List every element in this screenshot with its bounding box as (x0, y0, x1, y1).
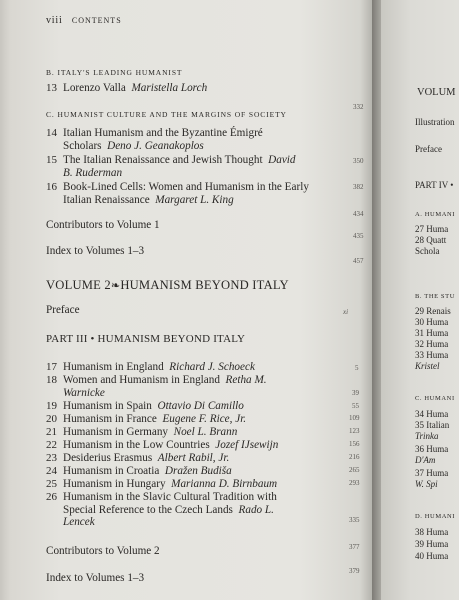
page-number: 265 (349, 466, 360, 474)
header-title: CONTENTS (71, 16, 122, 25)
part3-title: PART III • HUMANISM BEYOND ITALY (46, 333, 246, 345)
toc-entry-15: 15 The Italian Renaissance and Jewish Thought David B. Ruderman (46, 154, 296, 179)
toc-entry-19: 19 Humanism in Spain Ottavio Di Camillo (46, 400, 244, 412)
next-volume-title: VOLUM (417, 87, 456, 98)
section-heading-b: B. ITALY'S LEADING HUMANIST (46, 68, 183, 77)
next-line: 27 Huma (415, 224, 449, 234)
next-line: 35 Italian (415, 420, 450, 430)
next-line: 31 Huma (415, 328, 449, 338)
page-number: 332 (353, 103, 364, 111)
next-line: 30 Huma (415, 317, 449, 327)
next-line: 33 Huma (415, 350, 449, 360)
next-line: W. Spi (415, 479, 438, 489)
volume2-preface: Preface (46, 304, 80, 316)
next-line: 29 Renais (415, 306, 451, 316)
page-number: 55 (352, 402, 359, 410)
next-part: PART IV • (415, 180, 454, 190)
toc-entry-24: 24 Humanism in Croatia Dražen Budiša (46, 465, 232, 477)
page-number: 434 (353, 210, 364, 218)
next-line: 39 Huma (415, 539, 449, 549)
next-line: Schola (415, 246, 440, 256)
next-line: 37 Huma (415, 468, 449, 478)
next-line: 28 Quatt (415, 235, 447, 245)
page-number: xi (343, 308, 349, 316)
toc-entry-21: 21 Humanism in Germany Noel L. Brann (46, 426, 238, 438)
page-number: 377 (349, 543, 360, 551)
contributors-vol2: Contributors to Volume 2 (46, 545, 160, 557)
index-vol2: Index to Volumes 1–3 (46, 572, 145, 584)
header-roman: viii (46, 15, 63, 26)
toc-entry-17: 17 Humanism in England Richard J. Schoeck (46, 361, 255, 373)
next-line: D'Am (415, 455, 436, 465)
next-line: Kristel (415, 361, 440, 371)
contributors-vol1: Contributors to Volume 1 (46, 219, 160, 231)
page-number: 39 (352, 389, 359, 397)
index-vol1: Index to Volumes 1–3 (46, 245, 145, 257)
next-illustration: Illustration (415, 117, 455, 127)
next-section-c: C. HUMANI (415, 395, 455, 402)
book-gutter (372, 0, 381, 600)
next-line: 34 Huma (415, 409, 449, 419)
page-number: 5 (355, 364, 359, 372)
toc-entry-13: 13 Lorenzo Valla Maristella Lorch (46, 82, 208, 94)
toc-entry-18: 18 Women and Humanism in England Retha M. Warnicke (46, 374, 267, 399)
section-heading-c: C. HUMANIST CULTURE AND THE MARGINS OF SOCIETY (46, 110, 287, 119)
page-number: 156 (349, 440, 360, 448)
toc-entry-20: 20 Humanism in France Eugene F. Rice, Jr. (46, 413, 247, 425)
next-section-b: B. THE STU (415, 293, 456, 300)
next-section-d: D. HUMANI (415, 513, 456, 520)
next-line: Trinka (415, 431, 439, 441)
fleuron-ornament-icon: ❧ (110, 280, 121, 292)
next-line: 40 Huma (415, 551, 449, 561)
page-number: 382 (353, 183, 364, 191)
page-number: 293 (349, 479, 360, 487)
next-line: 32 Huma (415, 339, 449, 349)
page-number: 457 (353, 257, 364, 265)
toc-entry-22: 22 Humanism in the Low Countries Jozef IJsewijn (46, 439, 279, 451)
toc-entry-14: 14 Italian Humanism and the Byzantine Émigré Scholars Deno J. Geanakoplos (46, 127, 263, 152)
toc-entry-25: 25 Humanism in Hungary Marianna D. Birnbaum (46, 478, 278, 490)
page-number: 350 (353, 157, 364, 165)
page-number: 123 (349, 427, 360, 435)
page-number: 216 (349, 453, 360, 461)
next-section-a: A. HUMANI (415, 211, 456, 218)
toc-entry-23: 23 Desiderius Erasmus Albert Rabil, Jr. (46, 452, 230, 464)
page-number: 435 (353, 232, 364, 240)
next-line: 36 Huma (415, 444, 449, 454)
running-header (46, 15, 122, 26)
right-page (381, 0, 459, 600)
page-number: 379 (349, 567, 360, 575)
page-number: 109 (349, 414, 360, 422)
next-line: 38 Huma (415, 527, 449, 537)
volume2-title: VOLUME 2❧HUMANISM BEYOND ITALY (46, 278, 289, 292)
next-preface: Preface (415, 144, 442, 154)
toc-entry-26: 26 Humanism in the Slavic Cultural Tradition with Special Reference to the Czech Lands Rado L. Lencek (46, 491, 277, 528)
toc-entry-16: 16 Book-Lined Cells: Women and Humanism in the Early Italian Renaissance Margaret L. King (46, 181, 309, 206)
page-number: 335 (349, 516, 360, 524)
